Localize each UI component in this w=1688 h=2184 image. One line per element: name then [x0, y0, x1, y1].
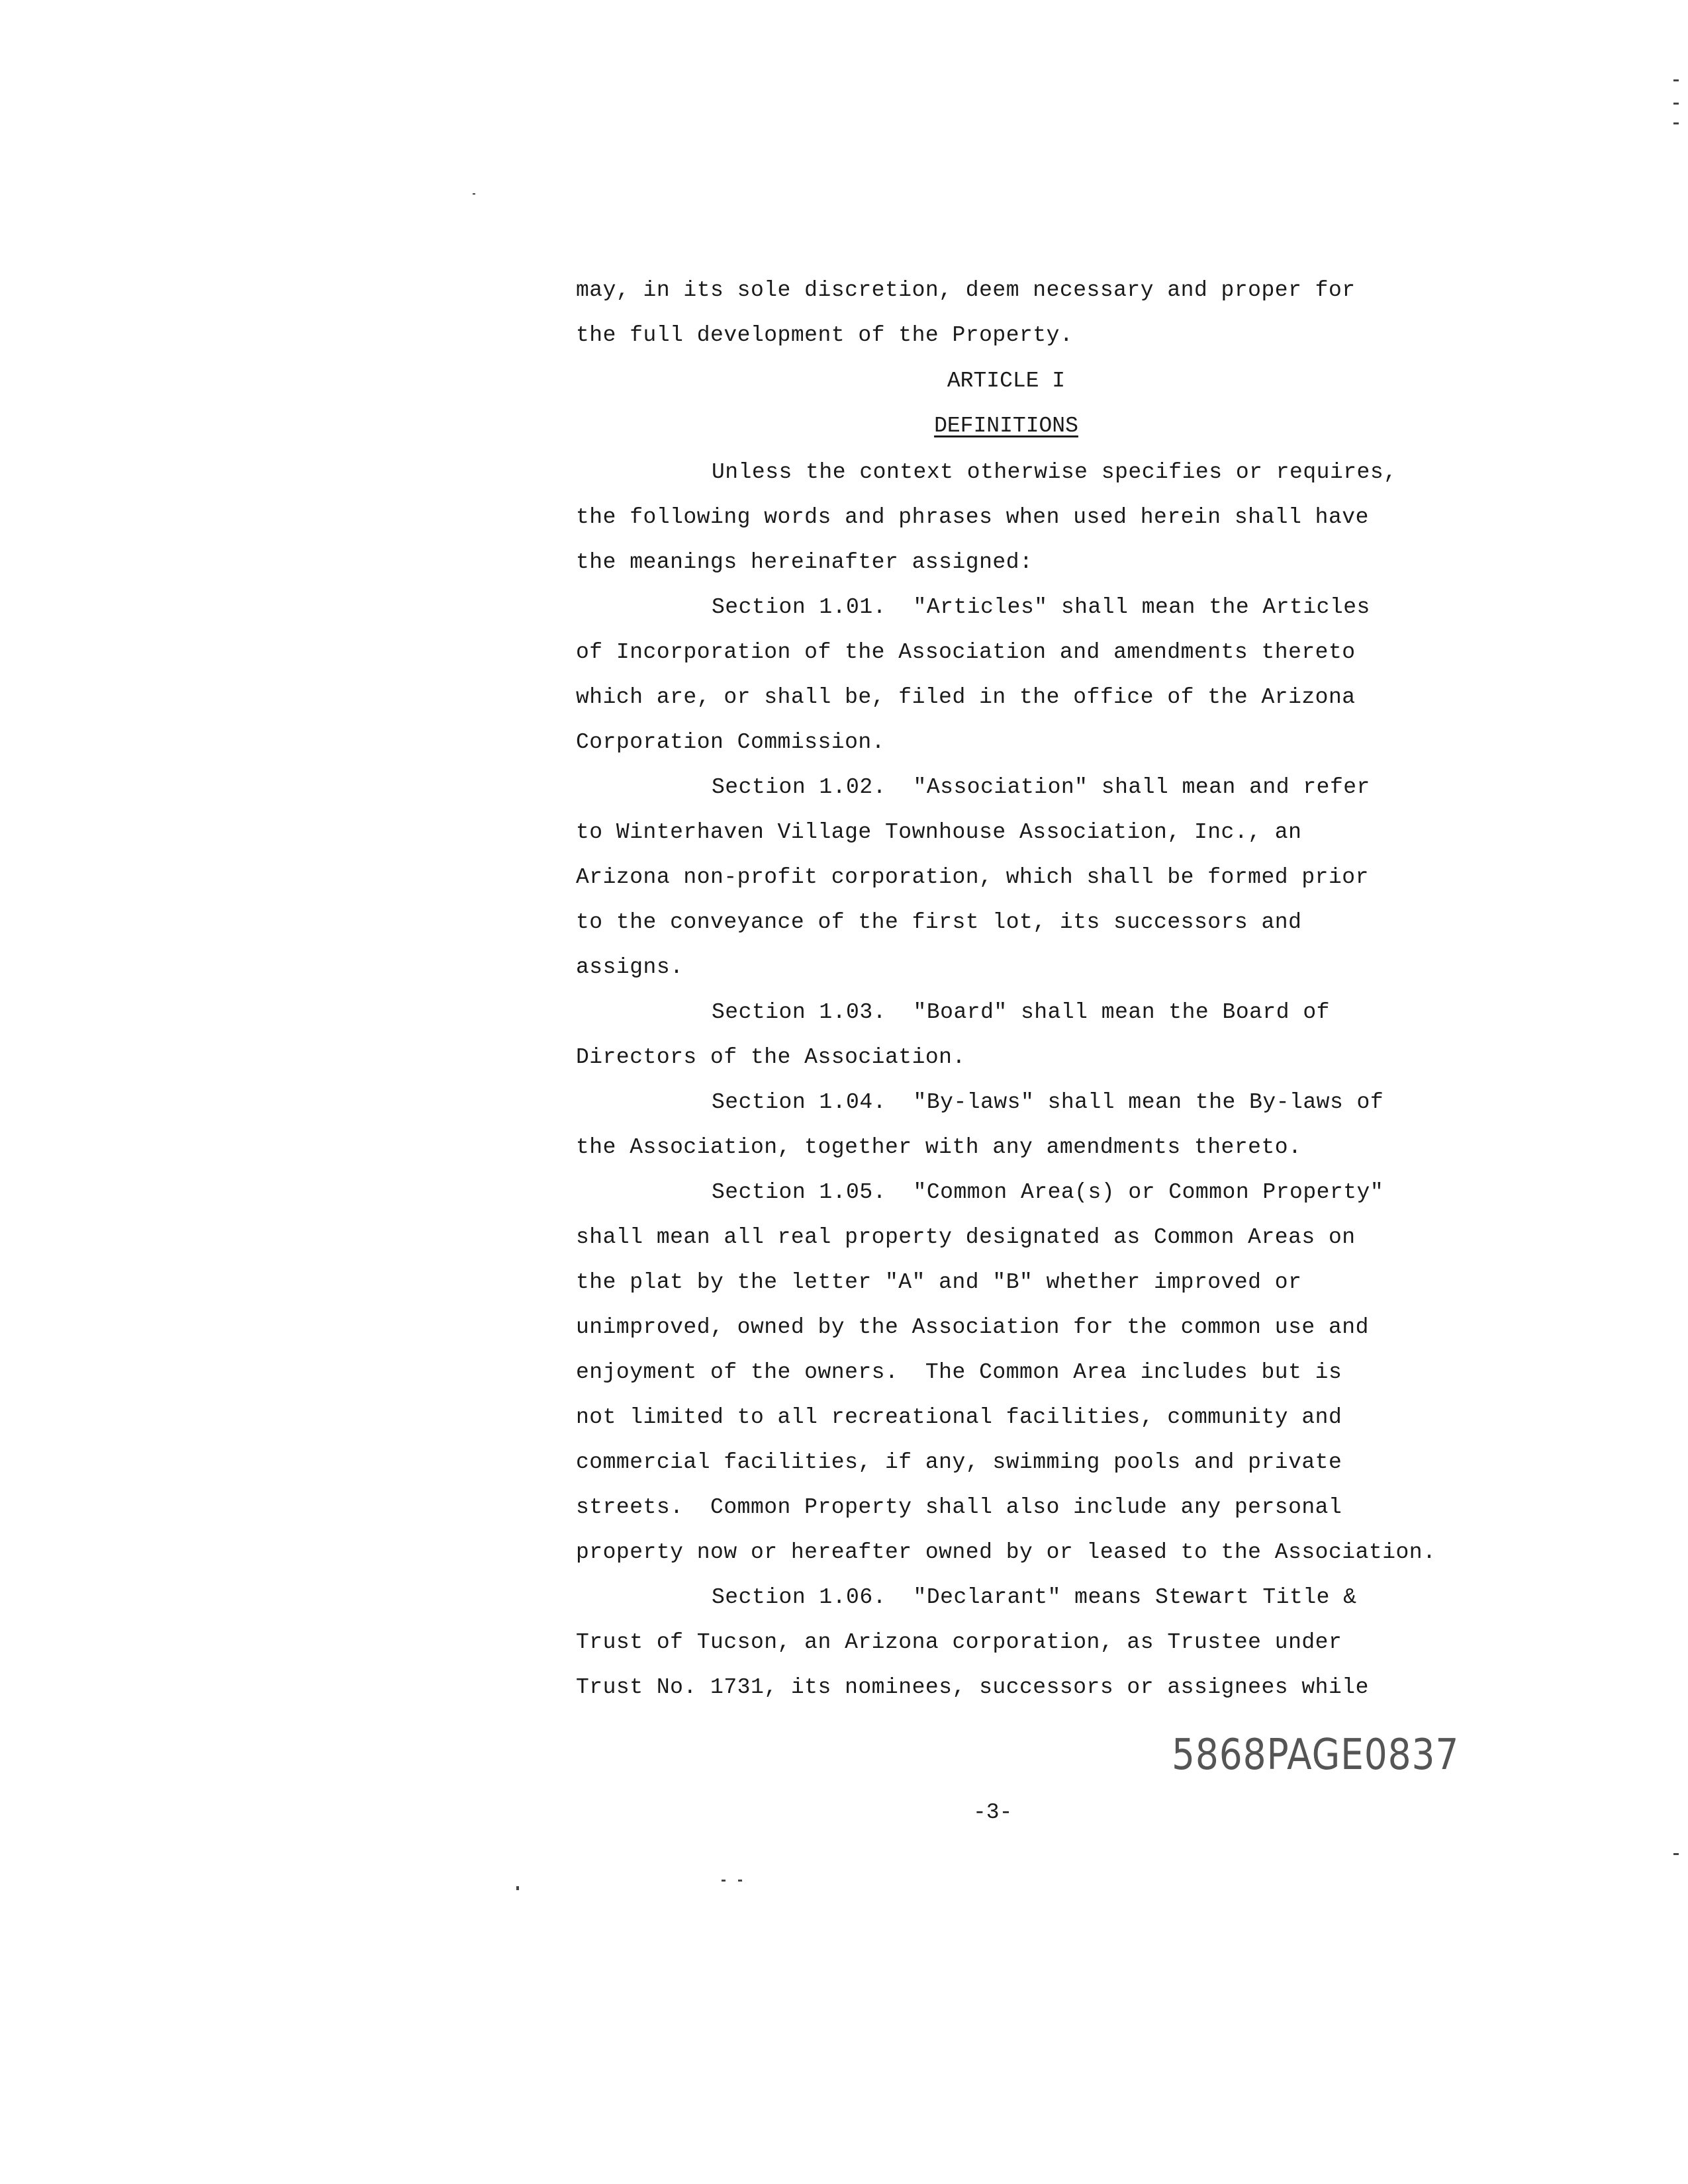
section-1-01-line: which are, or shall be, filed in the office of the Arizona	[576, 685, 1356, 709]
definitions-heading: DEFINITIONS	[934, 414, 1078, 438]
section-1-03-line: Directors of the Association.	[576, 1045, 966, 1069]
section-1-04-line: the Association, together with any amendments thereto.	[576, 1135, 1302, 1160]
scan-speck	[516, 1886, 519, 1890]
section-1-02-line: Arizona non-profit corporation, which shall be formed prior	[576, 865, 1369, 889]
section-1-02-line: to the conveyance of the first lot, its successors and	[576, 910, 1302, 934]
section-1-03-line: Section 1.03. "Board" shall mean the Board of	[712, 1000, 1330, 1024]
section-1-01-line: Section 1.01. "Articles" shall mean the Articles	[712, 595, 1370, 619]
section-1-05-line: Section 1.05. "Common Area(s) or Common Property"	[712, 1180, 1384, 1205]
section-1-02-line: assigns.	[576, 955, 684, 979]
section-1-01-line: Corporation Commission.	[576, 730, 885, 754]
section-1-05-line: enjoyment of the owners. The Common Area includes but is	[576, 1360, 1342, 1385]
scan-speck	[1673, 103, 1679, 105]
scan-speck	[1673, 79, 1679, 81]
section-1-05-line: streets. Common Property shall also include any personal	[576, 1495, 1342, 1520]
section-1-01-line: of Incorporation of the Association and amendments thereto	[576, 640, 1356, 664]
section-1-04-line: Section 1.04. "By-laws" shall mean the By-laws of	[712, 1090, 1384, 1115]
scan-speck	[473, 193, 475, 195]
section-1-06-line: Trust of Tucson, an Arizona corporation, as Trustee under	[576, 1630, 1342, 1655]
body-line: the full development of the Property.	[576, 323, 1074, 347]
body-line: may, in its sole discretion, deem necessary and proper for	[576, 278, 1356, 302]
section-1-06-line: Trust No. 1731, its nominees, successors or assignees while	[576, 1675, 1369, 1700]
intro-line: Unless the context otherwise specifies or requires,	[712, 460, 1397, 484]
definitions-body	[576, 450, 1436, 1710]
section-1-06-line: Section 1.06. "Declarant" means Stewart Title &	[712, 1585, 1357, 1610]
section-1-02-line: Section 1.02. "Association" shall mean and refer	[712, 775, 1370, 799]
intro-line: the following words and phrases when used herein shall have	[576, 505, 1369, 529]
scan-speck	[722, 1880, 726, 1882]
section-1-05-line: unimproved, owned by the Association for the common use and	[576, 1315, 1369, 1340]
scan-speck	[1673, 1853, 1679, 1855]
scan-speck	[1673, 122, 1679, 124]
intro-line: the meanings hereinafter assigned:	[576, 550, 1033, 574]
section-1-05-line: property now or hereafter owned by or leased to the Association.	[576, 1540, 1436, 1565]
section-1-02-line: to Winterhaven Village Townhouse Association, Inc., an	[576, 820, 1302, 844]
page-number: -3-	[973, 1800, 1013, 1825]
recording-stamp: 5868PAGE0837	[1172, 1731, 1460, 1780]
scan-speck	[738, 1880, 742, 1882]
section-1-05-line: the plat by the letter "A" and "B" whether improved or	[576, 1270, 1302, 1295]
document-body	[576, 268, 1436, 358]
section-1-05-line: not limited to all recreational facilities, community and	[576, 1405, 1342, 1430]
article-heading: ARTICLE I	[947, 369, 1066, 393]
section-1-05-line: shall mean all real property designated as Common Areas on	[576, 1225, 1356, 1250]
section-1-05-line: commercial facilities, if any, swimming pools and private	[576, 1450, 1342, 1475]
